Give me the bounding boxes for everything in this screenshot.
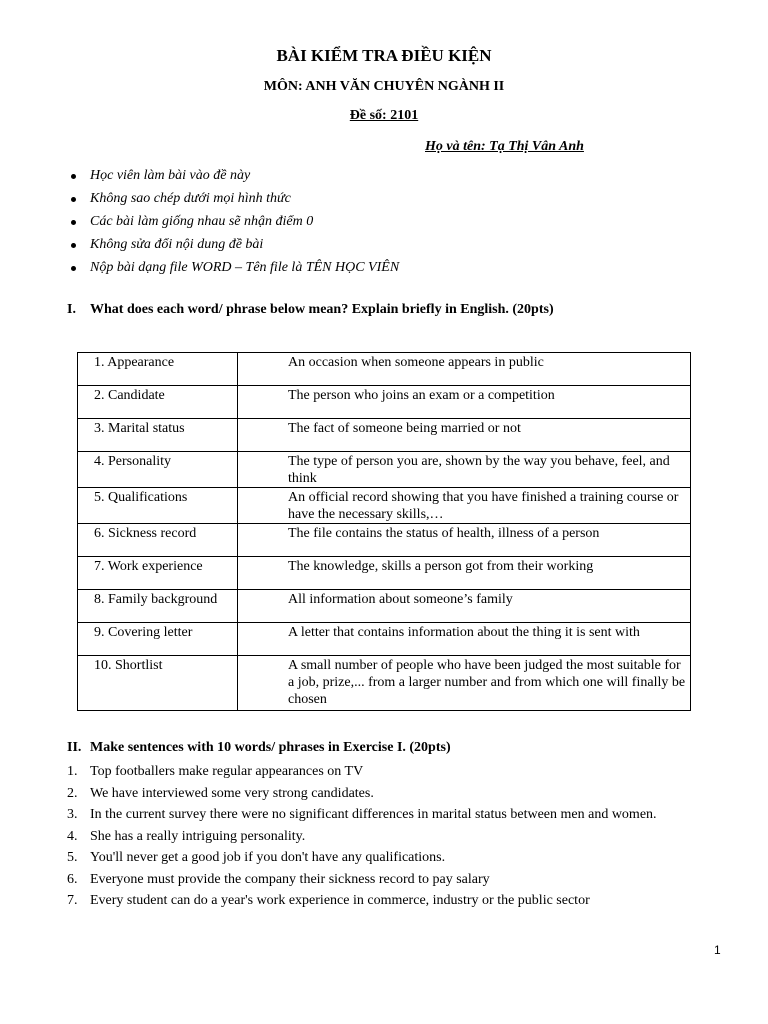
sentence-number: 2. [67, 785, 78, 801]
rule-text: Các bài làm giống nhau sẽ nhận điểm 0 [90, 214, 314, 229]
rule-text: Không sửa đổi nội dung đề bài [90, 237, 264, 252]
sentence-text: Every student can do a year's work experience in commerce, industry or the public sector [90, 893, 590, 908]
rule-item [67, 166, 399, 189]
table-row [78, 524, 691, 557]
sentence-number: 7. [67, 893, 78, 908]
section-2-heading [67, 740, 451, 756]
bullet-icon [71, 220, 76, 225]
sentence-item [67, 827, 657, 849]
page-number: 1 [714, 943, 721, 957]
term-cell: 3. Marital status [78, 419, 238, 452]
rule-item [67, 212, 399, 235]
definition-cell: The file contains the status of health, illness of a person [238, 524, 691, 557]
student-name: Họ và tên: Tạ Thị Vân Anh [425, 139, 584, 154]
term-cell: 9. Covering letter [78, 623, 238, 656]
definition-cell: The person who joins an exam or a competition [238, 386, 691, 419]
sentence-item [67, 805, 657, 827]
rule-text: Học viên làm bài vào đề này [90, 168, 251, 183]
term-cell: 2. Candidate [78, 386, 238, 419]
table-row [78, 488, 691, 524]
sentences-list [67, 762, 657, 913]
definition-cell: The type of person you are, shown by the way you behave, feel, and think [238, 452, 691, 488]
term-cell: 4. Personality [78, 452, 238, 488]
sentence-item [67, 870, 657, 892]
table-row [78, 590, 691, 623]
definition-cell: A small number of people who have been judged the most suitable for a job, prize,... from a larger number and from which one will finally be chosen [238, 656, 691, 711]
definition-cell: The knowledge, skills a person got from their working [238, 557, 691, 590]
page-title: BÀI KIỂM TRA ĐIỀU KIỆN [276, 46, 492, 65]
table-row [78, 419, 691, 452]
sentence-number: 6. [67, 871, 78, 887]
section-2-number: II. [67, 740, 82, 755]
sentence-text: In the current survey there were no significant differences in marital status between men and women. [90, 807, 657, 822]
bullet-icon [71, 243, 76, 248]
table-row [78, 656, 691, 711]
rule-item [67, 235, 399, 258]
term-cell: 6. Sickness record [78, 524, 238, 557]
sentence-text: She has a really intriguing personality. [90, 828, 306, 844]
sentence-item [67, 891, 657, 913]
sentence-text: Everyone must provide the company their sickness record to pay salary [90, 871, 490, 887]
definition-cell: An occasion when someone appears in public [238, 353, 691, 386]
rule-text: Không sao chép dưới mọi hình thức [90, 191, 291, 206]
sentence-item [67, 848, 657, 870]
table-row [78, 386, 691, 419]
rule-item [67, 189, 399, 212]
sentence-number: 5. [67, 850, 78, 865]
term-cell: 8. Family background [78, 590, 238, 623]
sentence-number: 3. [67, 807, 78, 822]
definition-cell: The fact of someone being married or not [238, 419, 691, 452]
table-row [78, 623, 691, 656]
section-1-title: What does each word/ phrase below mean? Explain briefly in English. (20pts) [90, 302, 554, 317]
rules-list [67, 166, 399, 281]
term-cell: 1. Appearance [78, 353, 238, 386]
definition-cell: An official record showing that you have finished a training course or have the necessary skills,… [238, 488, 691, 524]
section-1-heading [67, 302, 554, 318]
definition-cell: A letter that contains information about the thing it is sent with [238, 623, 691, 656]
table-row [78, 353, 691, 386]
sentence-number: 1. [67, 764, 78, 779]
exam-code: Đề số: 2101 [349, 108, 419, 123]
table-row [78, 452, 691, 488]
bullet-icon [71, 174, 76, 179]
section-1-number: I. [67, 302, 76, 317]
sentence-text: Top footballers make regular appearances on TV [90, 764, 364, 779]
rule-text: Nộp bài dạng file WORD – Tên file là TÊN HỌC VIÊN [90, 260, 400, 275]
sentence-text: You'll never get a good job if you don't have any qualifications. [90, 850, 446, 865]
table-row [78, 557, 691, 590]
bullet-icon [71, 266, 76, 271]
term-cell: 5. Qualifications [78, 488, 238, 524]
definition-cell: All information about someone’s family [238, 590, 691, 623]
sentence-number: 4. [67, 828, 78, 844]
term-cell: 10. Shortlist [78, 656, 238, 711]
vocab-table [77, 352, 691, 711]
rule-item [67, 258, 399, 281]
subject-heading: MÔN: ANH VĂN CHUYÊN NGÀNH II [263, 79, 505, 94]
section-2-title: Make sentences with 10 words/ phrases in Exercise I. (20pts) [90, 740, 451, 755]
sentence-item [67, 784, 657, 806]
term-cell: 7. Work experience [78, 557, 238, 590]
sentence-item [67, 762, 657, 784]
sentence-text: We have interviewed some very strong candidates. [90, 785, 374, 801]
bullet-icon [71, 197, 76, 202]
